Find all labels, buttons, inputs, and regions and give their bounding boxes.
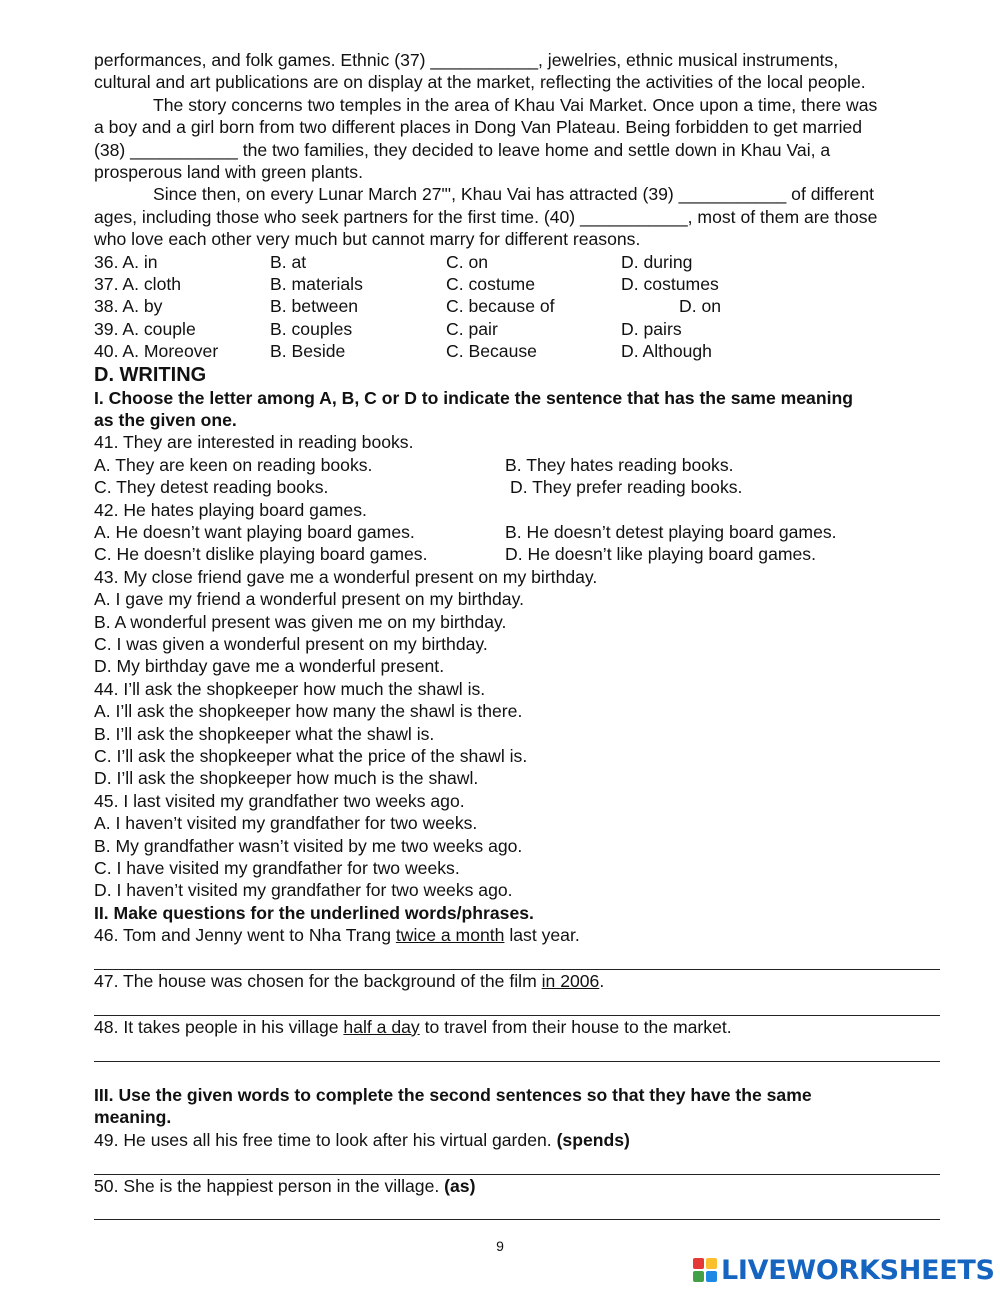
- option-d: D. He doesn’t like playing board games.: [505, 544, 816, 565]
- option-a: A. I’ll ask the shopkeeper how many the shawl is there.: [94, 701, 523, 722]
- option-d: D. They prefer reading books.: [510, 477, 743, 498]
- option-a: 40. A. Moreover: [94, 341, 219, 362]
- logo-square: [693, 1271, 704, 1282]
- liveworksheets-logo: [692, 1254, 995, 1286]
- option-d: D. My birthday gave me a wonderful present.: [94, 656, 445, 677]
- passage-line: a boy and a girl born from two different places in Dong Van Plateau. Being forbidden to get married: [94, 117, 863, 138]
- section-title: D. WRITING: [94, 363, 207, 386]
- option-c: C. Because: [446, 341, 537, 362]
- question-43: 43. My close friend gave me a wonderful present on my birthday.: [94, 566, 598, 587]
- option-a: A. They are keen on reading books.: [94, 454, 373, 475]
- question-text: .: [599, 971, 605, 992]
- option-d: D. on: [679, 296, 722, 317]
- option-c: C. pair: [446, 318, 498, 339]
- underlined-phrase: half a day: [343, 1016, 420, 1037]
- option-b: B. A wonderful present was given me on my birthday.: [94, 611, 507, 632]
- logo-text: LIVEWORKSHEETS: [721, 1254, 995, 1286]
- option-a: 38. A. by: [94, 296, 163, 317]
- question-text: 48. It takes people in his village: [94, 1016, 344, 1037]
- option-c: C. I have visited my grandfather for two weeks.: [94, 858, 460, 879]
- question-49: [94, 1129, 951, 1151]
- passage-line: (38) ___________ the two families, they decided to leave home and settle down in Khau Vai, a: [94, 139, 831, 160]
- question-41: 41. They are interested in reading books.: [94, 432, 414, 453]
- question-text: 47. The house was chosen for the background of the film: [94, 971, 542, 992]
- answer-line-49[interactable]: [94, 1151, 940, 1174]
- option-b: B. materials: [270, 274, 363, 295]
- option-b: B. at: [270, 251, 307, 272]
- question-48: [94, 1016, 951, 1038]
- option-b: B. He doesn’t detest playing board games.: [505, 522, 837, 543]
- page-number: 9: [496, 1238, 504, 1254]
- option-d: D. costumes: [621, 274, 719, 295]
- option-c: C. because of: [446, 296, 555, 317]
- option-c: C. on: [446, 251, 489, 272]
- option-b: B. They hates reading books.: [505, 454, 734, 475]
- logo-square: [693, 1258, 704, 1269]
- part1-title-cont: as the given one.: [94, 410, 237, 431]
- question-text: to travel from their house to the market.: [419, 1016, 732, 1037]
- options-42-cd: [94, 543, 951, 565]
- option-row-37: [94, 273, 951, 295]
- passage-line: Since then, on every Lunar March 27"', Khau Vai has attracted (39) ___________ of different: [153, 184, 874, 205]
- option-b: B. My grandfather wasn’t visited by me two weeks ago.: [94, 835, 523, 856]
- passage-line: cultural and art publications are on display at the market, reflecting the activities of the local people.: [94, 72, 866, 93]
- option-a: A. He doesn’t want playing board games.: [94, 522, 415, 543]
- part2-title: II. Make questions for the underlined words/phrases.: [94, 902, 534, 923]
- logo-square: [706, 1258, 717, 1269]
- answer-line-48[interactable]: [94, 1038, 940, 1061]
- given-word: (spends): [556, 1129, 630, 1150]
- option-row-40: [94, 340, 951, 362]
- option-b: B. I’ll ask the shopkeeper what the shawl is.: [94, 723, 435, 744]
- option-d: D. I’ll ask the shopkeeper how much is the shawl.: [94, 768, 479, 789]
- option-a: A. I gave my friend a wonderful present on my birthday.: [94, 589, 524, 610]
- option-b: B. couples: [270, 318, 353, 339]
- underlined-phrase: twice a month: [395, 925, 505, 946]
- passage-line: performances, and folk games. Ethnic (37) ___________, jewelries, ethnic musical instruments,: [94, 50, 839, 70]
- worksheet-page: [94, 49, 951, 1220]
- question-45: 45. I last visited my grandfather two weeks ago.: [94, 790, 465, 811]
- option-d: D. pairs: [621, 318, 682, 339]
- question-44: 44. I’ll ask the shopkeeper how much the shawl is.: [94, 678, 486, 699]
- option-d: D. during: [621, 251, 693, 272]
- logo-square: [706, 1271, 717, 1282]
- passage-line: The story concerns two temples in the area of Khau Vai Market. Once upon a time, there was: [153, 94, 878, 115]
- given-word: (as): [444, 1175, 476, 1196]
- spacer: [94, 1062, 951, 1084]
- option-b: B. between: [270, 296, 359, 317]
- passage-line: prosperous land with green plants.: [94, 162, 363, 183]
- question-50: [94, 1175, 951, 1197]
- question-text: 46. Tom and Jenny went to Nha Trang: [94, 925, 396, 946]
- option-c: C. I’ll ask the shopkeeper what the price of the shawl is.: [94, 746, 528, 767]
- part1-title: I. Choose the letter among A, B, C or D to indicate the sentence that has the same meaning: [94, 387, 853, 408]
- answer-line-50[interactable]: [94, 1197, 940, 1220]
- options-41-ab: [94, 454, 951, 476]
- options-41-cd: [94, 476, 951, 498]
- option-c: C. He doesn’t dislike playing board games.: [94, 544, 428, 565]
- option-c: C. I was given a wonderful present on my birthday.: [94, 634, 488, 655]
- answer-line-46[interactable]: [94, 947, 940, 970]
- option-row-36: [94, 251, 951, 273]
- option-d: D. I haven’t visited my grandfather for two weeks ago.: [94, 880, 513, 901]
- options-42-ab: [94, 521, 951, 543]
- question-42: 42. He hates playing board games.: [94, 499, 367, 520]
- option-a: 36. A. in: [94, 251, 158, 272]
- option-a: 37. A. cloth: [94, 274, 182, 295]
- question-46: [94, 924, 951, 946]
- part3-title-cont: meaning.: [94, 1107, 172, 1128]
- option-row-39: [94, 318, 951, 340]
- option-b: B. Beside: [270, 341, 346, 362]
- question-text: last year.: [504, 925, 580, 946]
- answer-line-47[interactable]: [94, 993, 940, 1016]
- logo-icon: [692, 1257, 718, 1283]
- option-a: A. I haven’t visited my grandfather for two weeks.: [94, 813, 478, 834]
- option-c: C. costume: [446, 274, 535, 295]
- option-d: D. Although: [621, 341, 712, 362]
- passage-line: ages, including those who seek partners for the first time. (40) ___________, most of them are those: [94, 206, 878, 227]
- part3-title: III. Use the given words to complete the second sentences so that they have the same: [94, 1085, 812, 1106]
- option-c: C. They detest reading books.: [94, 477, 329, 498]
- question-text: 50. She is the happiest person in the village.: [94, 1175, 445, 1196]
- option-a: 39. A. couple: [94, 318, 196, 339]
- underlined-phrase: in 2006: [541, 971, 600, 992]
- question-text: 49. He uses all his free time to look after his virtual garden.: [94, 1129, 557, 1150]
- question-47: [94, 970, 951, 992]
- passage-line: who love each other very much but cannot marry for different reasons.: [94, 229, 641, 250]
- option-row-38: [94, 295, 951, 317]
